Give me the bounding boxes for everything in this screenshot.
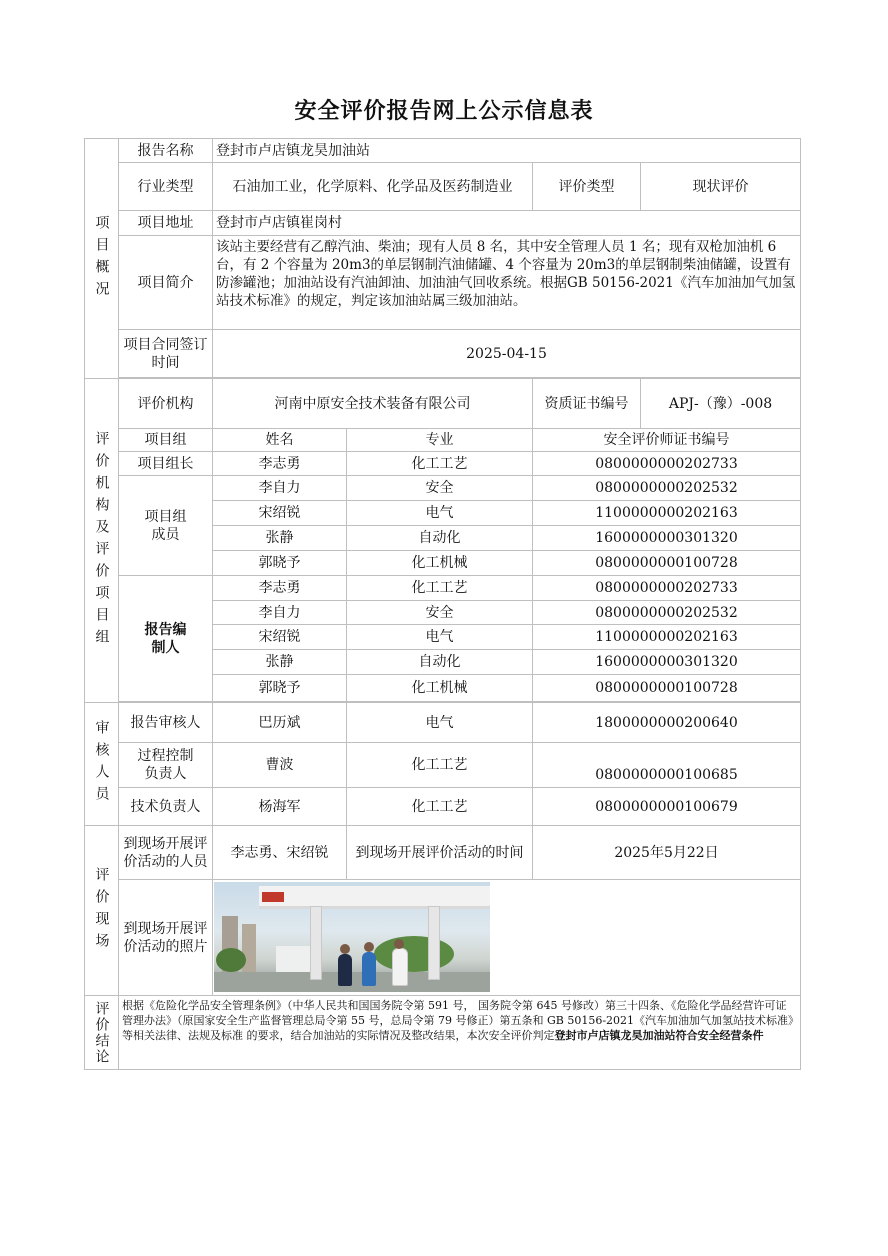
review-cert: 1800000000200640 (533, 703, 801, 743)
review-major: 化工工艺 (347, 788, 533, 826)
intro-label: 项目简介 (119, 236, 213, 330)
org-name: 河南中原安全技术装备有限公司 (213, 379, 533, 429)
tree (374, 936, 454, 972)
brand-logo (262, 892, 284, 902)
author-name: 郭晓予 (213, 675, 347, 702)
member-major: 自动化 (347, 526, 533, 551)
intro-value: 该站主要经营有乙醇汽油、柴油；现有人员 8 名，其中安全管理人员 1 名；现有双枪加油机 6台，有 2 个容量为 20m3的单层钢制汽油储罐、4 个容量为 20m3的单层钢制柴油储罐，设置有防渗罐池；加油站设有汽油卸油、加油油气回收系统。根据GB 50156-2021《汽车加油加气加氢站技术标准》的规定，判定该加油站属三级加油站。 (213, 236, 801, 330)
member-cert: 0800000000202532 (533, 476, 801, 501)
members-label: 项目组成员 (119, 476, 213, 576)
info-table (84, 138, 801, 1070)
review-name: 巴历斌 (213, 703, 347, 743)
review-label: 过程控制负责人 (119, 743, 213, 788)
review-name: 曹波 (213, 743, 347, 788)
person (392, 948, 408, 986)
review-name: 杨海军 (213, 788, 347, 826)
person-head (364, 942, 374, 952)
member-cert: 1100000000202163 (533, 501, 801, 526)
canopy-pillar (310, 906, 322, 980)
review-cert: 0800000000100685 (533, 743, 801, 788)
person-head (394, 939, 404, 949)
author-cert: 0800000000100728 (533, 675, 801, 702)
author-major: 安全 (347, 601, 533, 625)
member-cert: 1600000000301320 (533, 526, 801, 551)
member-major: 安全 (347, 476, 533, 501)
leader-label: 项目组长 (119, 452, 213, 476)
author-major: 电气 (347, 625, 533, 650)
ground (214, 972, 490, 992)
author-major: 自动化 (347, 650, 533, 675)
cert-no: APJ-（豫）-008 (641, 379, 801, 429)
author-major: 化工机械 (347, 675, 533, 702)
member-name: 李自力 (213, 476, 347, 501)
header-group: 项目组 (119, 429, 213, 452)
section-conclusion: 评价结论 (85, 996, 119, 1070)
header-name: 姓名 (213, 429, 347, 452)
report-name-value: 登封市卢店镇龙昊加油站 (213, 139, 801, 163)
author-name: 张静 (213, 650, 347, 675)
canopy-pillar (428, 906, 440, 980)
member-cert: 0800000000100728 (533, 551, 801, 576)
address-label: 项目地址 (119, 211, 213, 236)
member-major: 化工机械 (347, 551, 533, 576)
address-value: 登封市卢店镇崔岗村 (213, 211, 801, 236)
site-photo (214, 882, 490, 992)
industry-value: 石油加工业，化学原料、化学品及医药制造业 (213, 163, 533, 211)
author-major: 化工工艺 (347, 576, 533, 601)
conclusion-verdict: 登封市卢店镇龙昊加油站符合安全经营条件 (554, 1029, 764, 1042)
cert-label: 资质证书编号 (533, 379, 641, 429)
eval-type-value: 现状评价 (641, 163, 801, 211)
site-people-label: 到现场开展评价活动的人员 (119, 826, 213, 880)
member-name: 宋绍锐 (213, 501, 347, 526)
author-cert: 1600000000301320 (533, 650, 801, 675)
page-title: 安全评价报告网上公示信息表 (294, 99, 594, 124)
author-name: 宋绍锐 (213, 625, 347, 650)
site-people: 李志勇、宋绍锐 (213, 826, 347, 880)
person (338, 954, 352, 986)
site-photo-label: 到现场开展评价活动的照片 (119, 880, 213, 996)
member-name: 郭晓予 (213, 551, 347, 576)
canopy (259, 886, 490, 909)
leader-major: 化工工艺 (347, 452, 533, 476)
tree (216, 948, 246, 972)
review-major: 化工工艺 (347, 743, 533, 788)
conclusion-text (119, 996, 801, 1070)
industry-label: 行业类型 (119, 163, 213, 211)
person (362, 952, 376, 986)
author-cert: 0800000000202532 (533, 601, 801, 625)
site-time-label: 到现场开展评价活动的时间 (347, 826, 533, 880)
review-cert: 0800000000100679 (533, 788, 801, 826)
section-project-overview: 项目概况 (85, 139, 119, 379)
author-cert: 0800000000202733 (533, 576, 801, 601)
conclusion-body: 根据《危险化学品安全管理条例》（中华人民共和国国务院令第 591 号， 国务院令第 645 号修改）第三十四条、《危险化学品经营许可证管理办法》（原国家安全生产监督管理总局令第 55 号，总局令第 79 号修正）第五条和 GB 50156-2021《汽车加油加气加氢站技术标准》等相关法律、法规及标准 的要求，结合加油站的实际情况及整改结果，本次安全评价判定 (122, 999, 794, 1042)
review-label: 技术负责人 (119, 788, 213, 826)
review-label: 报告审核人 (119, 703, 213, 743)
authors-label: 报告编制人 (119, 576, 213, 702)
author-name: 李自力 (213, 601, 347, 625)
site-time: 2025年5月22日 (533, 826, 801, 880)
header-cert: 安全评价师证书编号 (533, 429, 801, 452)
review-major: 电气 (347, 703, 533, 743)
site-photo-cell (213, 880, 801, 996)
tower-building (242, 924, 256, 974)
member-major: 电气 (347, 501, 533, 526)
header-major: 专业 (347, 429, 533, 452)
eval-type-label: 评价类型 (533, 163, 641, 211)
report-name-label: 报告名称 (119, 139, 213, 163)
contract-label: 项目合同签订时间 (119, 330, 213, 378)
contract-date: 2025-04-15 (213, 330, 801, 378)
member-name: 张静 (213, 526, 347, 551)
section-site: 评价现场 (85, 826, 119, 996)
section-reviewers: 审核人员 (85, 703, 119, 826)
person-head (340, 944, 350, 954)
leader-cert: 0800000000202733 (533, 452, 801, 476)
author-cert: 1100000000202163 (533, 625, 801, 650)
author-name: 李志勇 (213, 576, 347, 601)
section-evaluation-org: 评价机构及评价项目组 (85, 379, 119, 703)
org-label: 评价机构 (119, 379, 213, 429)
leader-name: 李志勇 (213, 452, 347, 476)
